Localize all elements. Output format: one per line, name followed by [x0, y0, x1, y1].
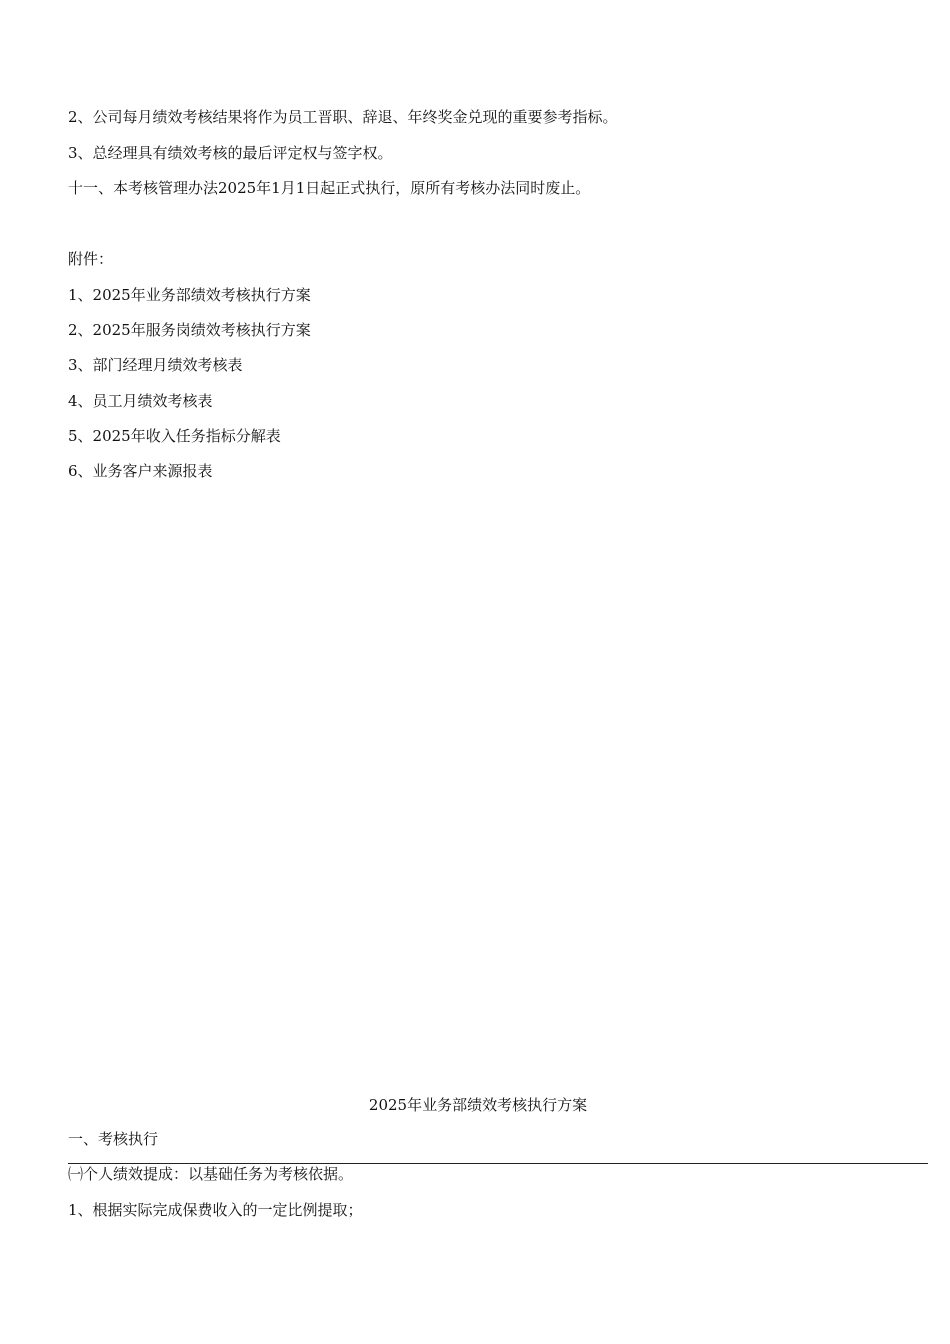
attachments-heading: 附件：: [68, 250, 114, 268]
attachment-item-2: 2、2025年服务岗绩效考核执行方案: [68, 321, 311, 339]
attachment-item-5: 5、2025年收入任务指标分解表: [68, 427, 281, 445]
attachment-item-3: 3、部门经理月绩效考核表: [68, 356, 243, 374]
paragraph-clause-2: 2、公司每月绩效考核结果将作为员工晋职、辞退、年终奖金兑现的重要参考指标。: [68, 108, 618, 126]
paragraph-item-1: 1、根据实际完成保费收入的一定比例提取；: [68, 1201, 363, 1219]
paragraph-clause-11: 十一、本考核管理办法2025年1月1日起正式执行，原所有考核办法同时废止。: [68, 179, 591, 197]
attachment-item-6: 6、业务客户来源报表: [68, 462, 213, 480]
section-heading-assessment: 一、考核执行: [68, 1130, 159, 1148]
plan-title: 2025年业务部绩效考核执行方案: [368, 1096, 588, 1114]
attachment-item-1: 1、2025年业务部绩效考核执行方案: [68, 286, 311, 304]
paragraph-clause-3: 3、总经理具有绩效考核的最后评定权与签字权。: [68, 144, 393, 162]
sub-heading-personal-commission: ㈠个人绩效提成：以基础任务为考核依据。: [68, 1165, 354, 1183]
attachment-item-4: 4、员工月绩效考核表: [68, 392, 213, 410]
